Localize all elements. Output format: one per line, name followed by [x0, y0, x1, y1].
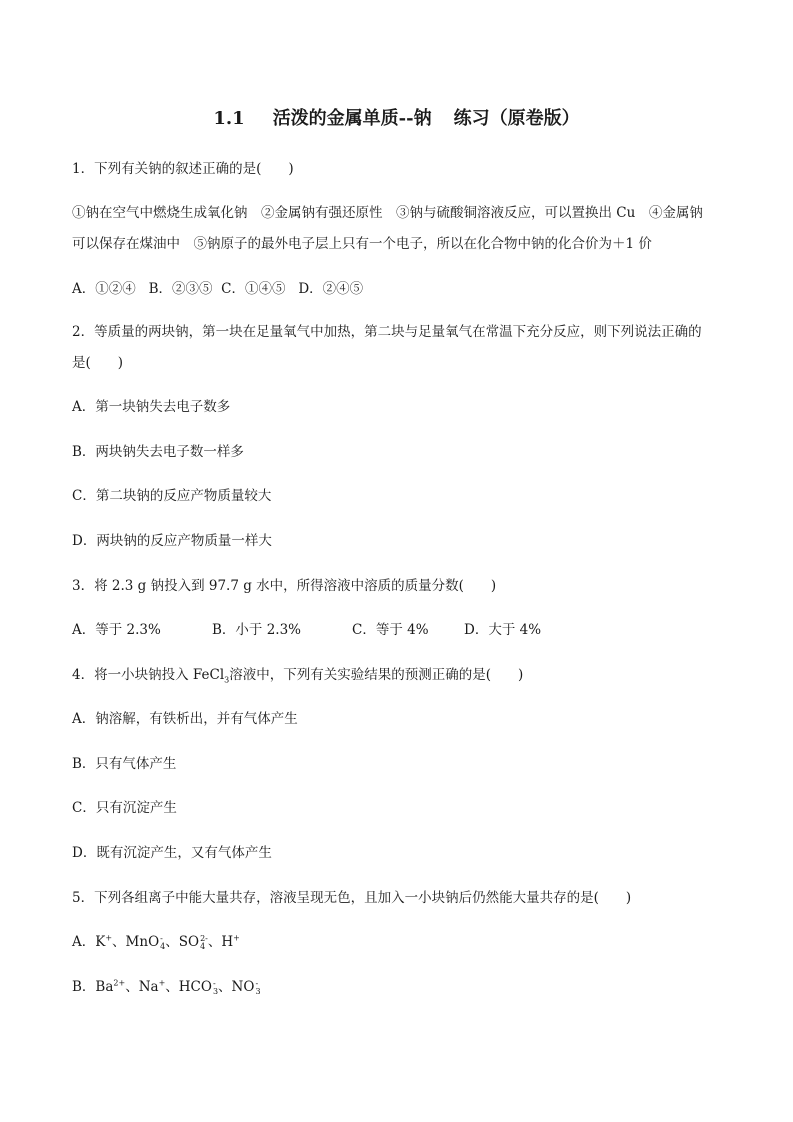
ion-no3: NO - 3 [231, 978, 261, 996]
q3-option-c: C．等于 4% [352, 622, 429, 638]
q1-options [72, 280, 363, 298]
q4-option-a: A．钠溶解，有铁析出，并有气体产生 [72, 711, 298, 727]
separator: 、 [207, 934, 222, 950]
q1-option-d: D．②④⑤ [298, 281, 364, 297]
q1-stem: 1．下列有关钠的叙述正确的是( ) [72, 161, 294, 177]
ion-so4: SO 2- 4 [178, 933, 208, 951]
q4-option-c: C．只有沉淀产生 [72, 800, 177, 816]
q2-stem-line1: 2．等质量的两块钠，第一块在足量氧气中加热，第二块与足量氧气在常温下充分反应，则下列说法正确的 [72, 324, 702, 340]
q4-option-b: B．只有气体产生 [72, 756, 177, 772]
title-tail: 练习（原卷版） [453, 108, 580, 129]
title-main: 活泼的金属单质--钠 [272, 108, 432, 129]
q2-option-d: D．两块钠的反应产物质量一样大 [72, 533, 272, 549]
ion-h: H+ [221, 933, 240, 950]
q4-stem-post: 溶液中，下列有关实验结果的预测正确的是( ) [229, 667, 524, 683]
q2-stem-line2: 是( ) [72, 355, 124, 371]
q4-stem-subscript: 3 [224, 675, 230, 685]
title-number: 1.1 [213, 108, 245, 129]
q3-options [72, 621, 541, 639]
q2-option-c: C．第二块钠的反应产物质量较大 [72, 488, 272, 504]
q5-option-b [72, 978, 261, 996]
q3-option-d: D．大于 4% [464, 622, 542, 638]
q5-stem: 5．下列各组离子中能大量共存，溶液呈现无色，且加入一小块钠后仍然能大量共存的是( ) [72, 890, 632, 906]
ion-k: K+ [95, 933, 113, 950]
q3-stem: 3．将 2.3 g 钠投入到 97.7 g 水中，所得溶液中溶质的质量分数( ) [72, 578, 497, 594]
separator: 、 [165, 934, 179, 950]
q5-a-label: A． [72, 934, 96, 950]
ion-mno4: MnO - 4 [125, 933, 166, 951]
q2-option-b: B．两块钠失去电子数一样多 [72, 444, 244, 460]
ion-hco3: HCO - 3 [178, 978, 219, 996]
q1-option-c: C．①④⑤ [221, 281, 286, 297]
q3-option-a: A．等于 2.3% [72, 622, 161, 638]
page-title [0, 104, 793, 130]
q1-statements-line1: ①钠在空气中燃烧生成氧化钠 ②金属钠有强还原性 ③钠与硫酸铜溶液反应，可以置换出 Cu ④金属钠 [72, 205, 703, 221]
separator: 、 [125, 979, 139, 995]
q1-statements-line2: 可以保存在煤油中 ⑤钠原子的最外电子层上只有一个电子，所以在化合物中钠的化合价为＋1 价 [72, 236, 652, 252]
q2-option-a: A．第一块钠失去电子数多 [72, 399, 231, 415]
q1-option-a: A．①②④ [72, 281, 136, 297]
ion-ba: $Ba^{2+}$ [95, 978, 126, 995]
separator: 、 [165, 979, 179, 995]
q4-stem [72, 666, 523, 684]
separator: 、 [112, 934, 126, 950]
separator: 、 [218, 979, 232, 995]
ion-na: Na+ [138, 978, 166, 995]
q5-b-label: B． [72, 979, 96, 995]
q5-option-a [72, 933, 240, 951]
q1-option-b: B．②③⑤ [148, 281, 213, 297]
q3-option-b: B．小于 2.3% [212, 622, 302, 638]
q4-option-d: D．既有沉淀产生，又有气体产生 [72, 845, 272, 861]
q4-stem-pre: 4．将一小块钠投入 FeCl [72, 667, 225, 683]
